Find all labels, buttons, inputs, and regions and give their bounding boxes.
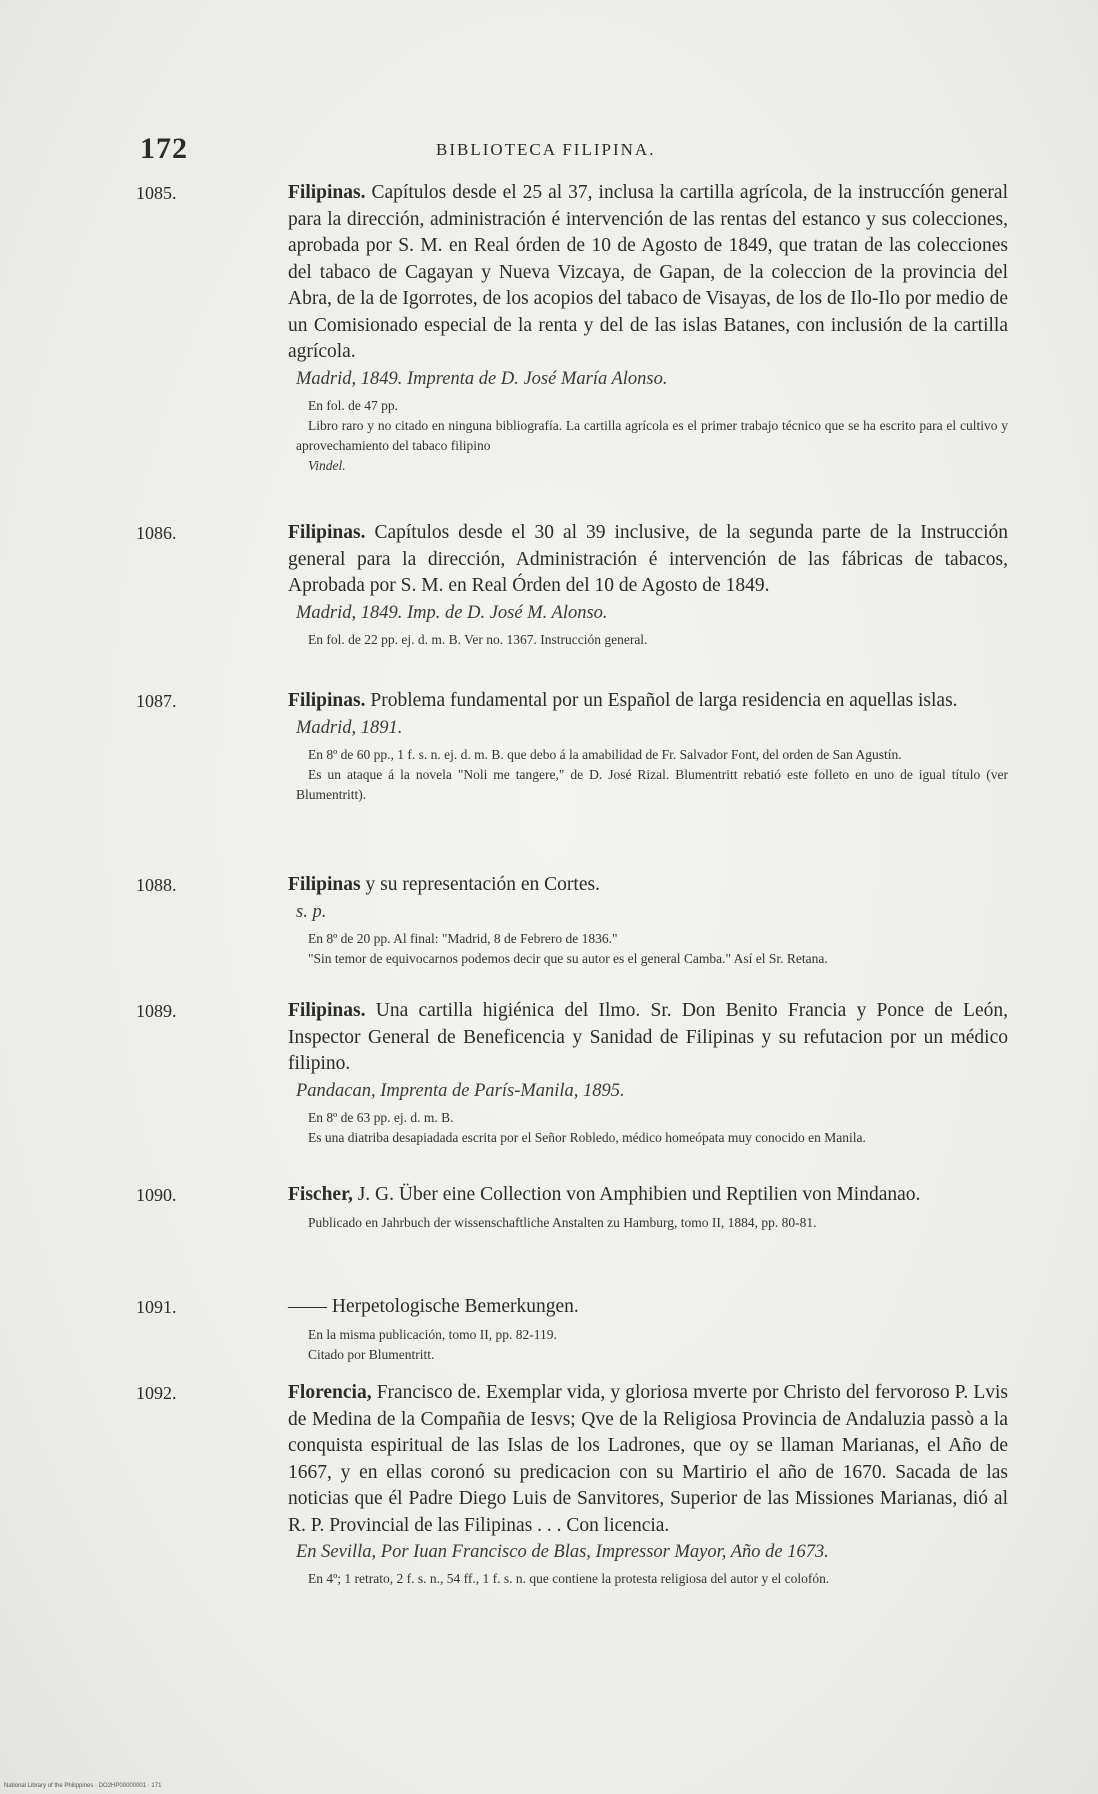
entry-text: Problema fundamental por un Español de larga residencia en aquellas islas. xyxy=(370,690,958,711)
entry-notes xyxy=(296,630,1008,650)
entry-imprint: Madrid, 1891. xyxy=(296,717,403,738)
entry-head xyxy=(136,1182,1008,1209)
entry-text: Capítulos desde el 25 al 37, inclusa la cartilla agrícola, de la instruccíón general para la dirección, administración é intervención de las rentas del estanco y sus colecciones, aprobada por S. M. en Real órden de 10 de Agosto de 1849, que tratan de las colecciones del tabaco de Cagayan y Nueva Vizcaya, de Gapan, de la coleccion de la provincia del Abra, de la de Igorrotes, de los acopios del tabaco de Visayas, de los de Ilo-Ilo por medio de un Comisionado especial de la renta y del de las islas Batanes, con inclusión de la cartilla agrícola. xyxy=(288,182,1009,362)
note: En 8º de 20 pp. Al final: "Madrid, 8 de Febrero de 1836." xyxy=(308,930,618,946)
scan-footer-tag: National Library of the Philippines · DO2HP00000001 · 171 xyxy=(4,1783,162,1789)
entry-lead: Filipinas. xyxy=(288,1000,366,1021)
entry-number: 1092. xyxy=(136,1383,177,1403)
entry-number: 1086. xyxy=(136,523,177,543)
entry-notes xyxy=(296,929,1008,969)
entry-number: 1091. xyxy=(136,1297,177,1317)
entry-1090 xyxy=(0,1182,1098,1233)
entry-text: Capítulos desde el 30 al 39 inclusive, de la segunda parte de la Instrucción general para la dirección, Administración é intervención de las fábricas de tabacos, Aprobada por S. M. en Real Órden del 10 de Agosto de 1849. xyxy=(288,522,1009,596)
entry-1088 xyxy=(0,872,1098,969)
note: En 8º de 60 pp., 1 f. s. n. ej. d. m. B. que debo á la amabilidad de Fr. Salvador Font, del orden de San Agustín. xyxy=(308,746,902,762)
entry-1091 xyxy=(0,1294,1098,1365)
entry-number: 1088. xyxy=(136,875,177,895)
entry-notes xyxy=(296,1569,1008,1589)
note: En fol. de 47 pp. xyxy=(308,397,398,413)
entry-text: Herpetologische Bemerkungen. xyxy=(331,1296,579,1317)
note: Citado por Blumentritt. xyxy=(308,1346,435,1362)
running-title: BIBLIOTECA FILIPINA. xyxy=(436,140,656,159)
entry-1085 xyxy=(0,180,1098,476)
note: En 4º; 1 retrato, 2 f. s. n., 54 ff., 1 f. s. n. que contiene la protesta religiosa del autor y el colofón. xyxy=(308,1571,830,1586)
entry-notes xyxy=(296,396,1008,476)
note: "Sin temor de equivocarnos podemos decir que su autor es el general Camba." Así el Sr. Retana. xyxy=(308,950,828,966)
note: Es un ataque á la novela "Noli me tangere," de D. José Rizal. Blumentritt rebatió este folleto en uno de igual título (ver Blumentritt). xyxy=(296,766,1008,802)
entry-head xyxy=(136,520,1009,600)
entry-text: J. G. Über eine Collection von Amphibien und Reptilien von Mindanao. xyxy=(357,1184,921,1205)
entry-head xyxy=(136,180,1009,366)
note: En 8º de 63 pp. ej. d. m. B. xyxy=(308,1109,454,1125)
entry-1086 xyxy=(0,520,1098,650)
entry-imprint: Pandacan, Imprenta de París-Manila, 1895. xyxy=(296,1080,625,1101)
page-header xyxy=(140,132,1020,172)
entry-1089 xyxy=(0,998,1098,1148)
entry-text: Francisco de. Exemplar vida, y gloriosa mverte por Christo del fervoroso P. Lvis de Medina de la Compañia de Iesvs; Qve de la Religiosa Provincia de Andaluzia passò a la conquista espiritual de las Islas de los Ladrones, que oy se llaman Marianas, el Año de 1667, y en ellas coronó su predicacion con su Martirio el año de 1670. Sacada de las noticias que él Padre Diego Luis de Sanvitores, Superior de las Missiones Marianas, dió al R. P. Provincial de las Filipinas . . . Con licencia. xyxy=(288,1382,1008,1536)
entry-imprint: En Sevilla, Por Iuan Francisco de Blas, Impressor Mayor, Año de 1673. xyxy=(296,1542,829,1562)
entry-lead: Fischer, xyxy=(288,1184,353,1205)
entry-number: 1089. xyxy=(136,1001,177,1021)
entry-lead: —— xyxy=(288,1296,327,1317)
note: Publicado en Jahrbuch der wissenschaftliche Anstalten zu Hamburg, tomo II, 1884, pp. 80-81. xyxy=(308,1214,817,1230)
entry-notes xyxy=(296,1213,1008,1233)
entry-lead: Florencia, xyxy=(288,1382,372,1403)
note: En la misma publicación, tomo II, pp. 82-119. xyxy=(308,1326,557,1342)
entry-lead: Filipinas. xyxy=(288,690,366,711)
entry-imprint: s. p. xyxy=(296,901,327,922)
entry-head xyxy=(136,1380,1008,1539)
entry-lead: Filipinas xyxy=(288,874,361,895)
entry-text: y su representación en Cortes. xyxy=(365,874,600,895)
entry-1087 xyxy=(0,688,1098,805)
entry-lead: Filipinas. xyxy=(288,522,366,543)
entry-head xyxy=(136,998,1008,1078)
entry-lead: Filipinas. xyxy=(288,182,366,203)
note: En fol. de 22 pp. ej. d. m. B. Ver no. 1367. Instrucción general. xyxy=(308,631,648,647)
note: Vindel. xyxy=(308,457,346,473)
entry-imprint: Madrid, 1849. Imp. de D. José M. Alonso. xyxy=(296,602,608,623)
entry-notes xyxy=(296,1325,1008,1365)
entry-head xyxy=(136,872,1008,899)
entry-notes xyxy=(296,1108,1008,1148)
entry-imprint: Madrid, 1849. Imprenta de D. José María Alonso. xyxy=(296,368,668,389)
note: Es una diatriba desapiadada escrita por el Señor Robledo, médico homeópata muy conocido en Manila. xyxy=(308,1129,866,1145)
entry-text: Una cartilla higiénica del Ilmo. Sr. Don Benito Francia y Ponce de León, Inspector General de Beneficencia y Sanidad de Filipinas y su refutacion por un médico filipino. xyxy=(288,1000,1008,1074)
entry-number: 1085. xyxy=(136,183,177,203)
entry-head xyxy=(136,688,1008,715)
entry-1092 xyxy=(0,1380,1098,1589)
entry-notes xyxy=(296,745,1008,805)
entry-number: 1087. xyxy=(136,691,177,711)
page-number: 172 xyxy=(140,132,188,165)
entry-number: 1090. xyxy=(136,1185,177,1205)
entry-head xyxy=(136,1294,1008,1321)
note: Libro raro y no citado en ninguna bibliografía. La cartilla agrícola es el primer trabajo técnico que se ha escrito para el cultivo y aprovechamiento del tabaco filipino xyxy=(296,417,1008,453)
